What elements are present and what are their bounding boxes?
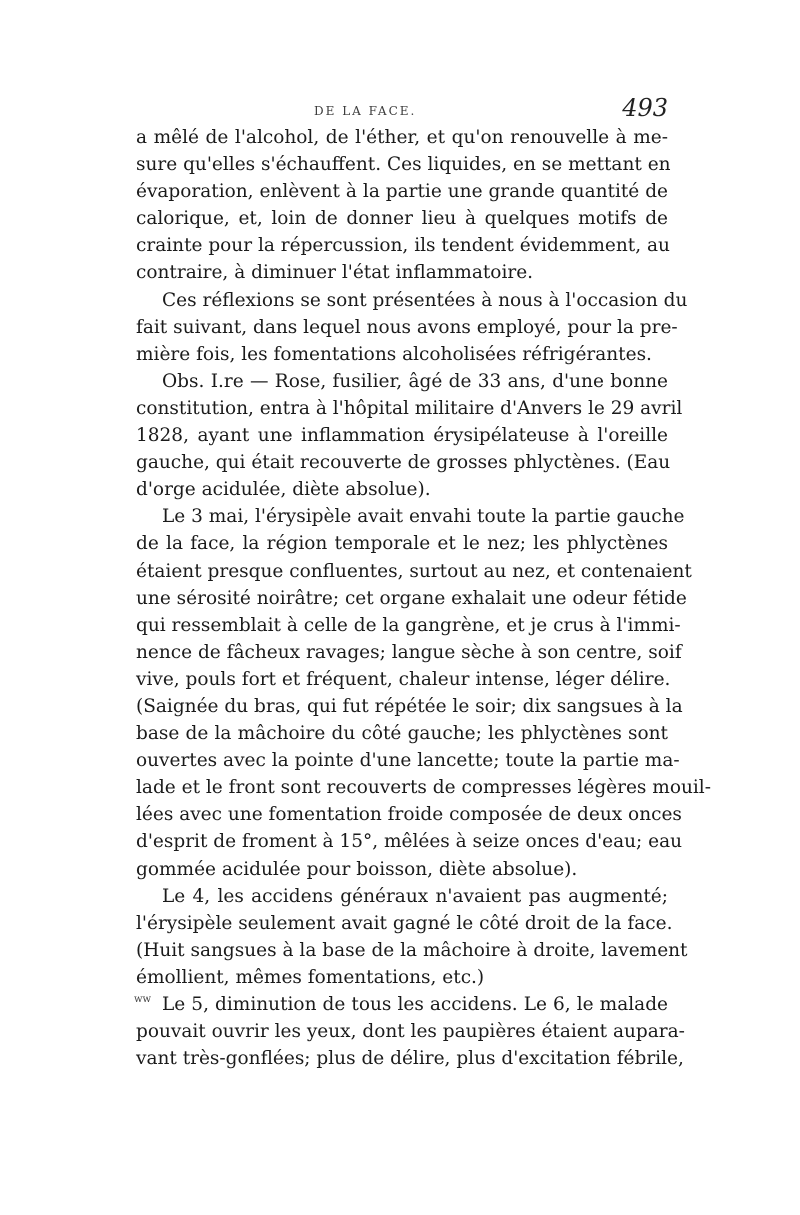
- text-line: l'érysipèle seulement avait gagné le côté droit de la face.: [136, 912, 673, 934]
- text-line: de la face, la région temporale et le nez; les phlyctènes: [136, 533, 668, 555]
- text-line: contraire, à diminuer l'état inflammatoire.: [136, 262, 534, 284]
- text-line: calorique, et, loin de donner lieu à quelques motifs de: [136, 208, 668, 230]
- text-line: Le 3 mai, l'érysipèle avait envahi toute la partie gauche: [162, 506, 685, 528]
- text-line: vive, pouls fort et fréquent, chaleur intense, léger délire.: [136, 668, 671, 690]
- text-line: sure qu'elles s'échauffent. Ces liquides, en se mettant en: [136, 154, 671, 176]
- text-line: nence de fâcheux ravages; langue sèche à son centre, soif: [136, 641, 682, 663]
- text-line: gauche, qui était recouverte de grosses phlyctènes. (Eau: [136, 452, 671, 474]
- text-line: lées avec une fomentation froide composée de deux onces: [136, 804, 682, 826]
- page-number: 493: [622, 94, 668, 122]
- text-line: ouvertes avec la pointe d'une lancette; toute la partie ma-: [136, 750, 680, 772]
- text-line: a mêlé de l'alcohol, de l'éther, et qu'on renouvelle à me-: [136, 127, 668, 148]
- stray-print-mark: ww: [134, 994, 152, 1005]
- text-line: Ces réflexions se sont présentées à nous à l'occasion du: [162, 289, 688, 311]
- body-text: [136, 124, 711, 1072]
- text-line: Le 4, les accidens généraux n'avaient pas augmenté;: [162, 885, 668, 907]
- text-line: lade et le front sont recouverts de compresses légères mouil-: [136, 777, 711, 799]
- text-line: émollient, mêmes fomentations, etc.): [136, 966, 485, 988]
- text-line: pouvait ouvrir les yeux, dont les paupières étaient aupara-: [136, 1021, 685, 1043]
- text-line: 1828, ayant une inflammation érysipélateuse à l'oreille: [136, 425, 668, 447]
- observation-heading-line: Obs. I.re — Rose, fusilier, âgé de 33 ans, d'une bonne: [162, 370, 668, 392]
- text-line: gommée acidulée pour boisson, diète absolue).: [136, 858, 578, 880]
- text-line: base de la mâchoire du côté gauche; les phlyctènes sont: [136, 723, 668, 745]
- text-line: fait suivant, dans lequel nous avons employé, pour la pre-: [136, 316, 678, 338]
- text-line: étaient presque confluentes, surtout au nez, et contenaient: [136, 560, 692, 582]
- text-line: crainte pour la répercussion, ils tendent évidemment, au: [136, 235, 670, 257]
- text-line: (Saignée du bras, qui fut répétée le soir; dix sangsues à la: [136, 695, 683, 717]
- text-line: Le 5, diminution de tous les accidens. Le 6, le malade: [162, 994, 668, 1015]
- text-line: constitution, entra à l'hôpital militaire d'Anvers le 29 avril: [136, 397, 683, 419]
- text-line: évaporation, enlèvent à la partie une grande quantité de: [136, 181, 668, 203]
- text-line: qui ressemblait à celle de la gangrène, et je crus à l'immi-: [136, 614, 681, 636]
- text-line: une sérosité noirâtre; cet organe exhalait une odeur fétide: [136, 587, 687, 609]
- text-line: d'orge acidulée, diète absolue).: [136, 479, 431, 501]
- text-line: mière fois, les fomentations alcoholisées réfrigérantes.: [136, 343, 652, 365]
- text-line: d'esprit de froment à 15°, mêlées à seize onces d'eau; eau: [136, 831, 683, 853]
- running-title: DE LA FACE.: [314, 104, 417, 118]
- text-line: vant très-gonflées; plus de délire, plus d'excitation fébrile,: [136, 1048, 684, 1070]
- text-line: (Huit sangsues à la base de la mâchoire à droite, lavement: [136, 939, 688, 961]
